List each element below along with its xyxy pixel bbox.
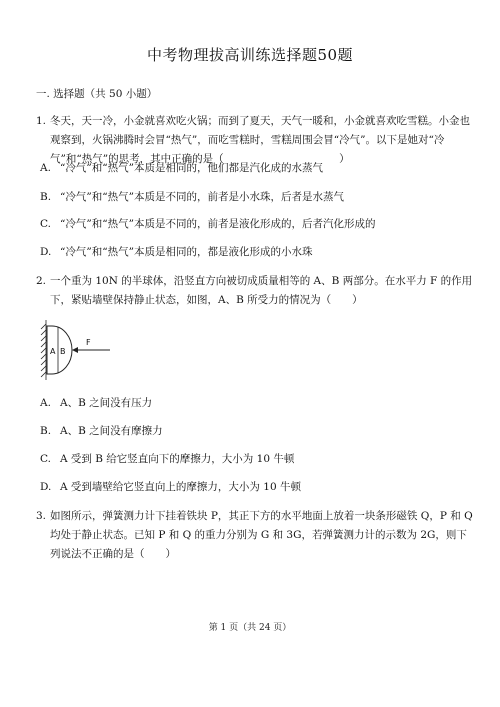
force-arrow-head: [72, 347, 78, 353]
question-2-option-b: [40, 424, 163, 438]
option-letter: D.: [40, 481, 52, 493]
option-text: A 受到 B 给它竖直向下的摩擦力，大小为 10 牛顿: [60, 453, 295, 465]
question-number: 3.: [36, 510, 47, 522]
question-1-option-c: [40, 217, 375, 231]
option-letter: D.: [40, 246, 52, 258]
option-text: A 受到墙壁给它竖直向上的摩擦力，大小为 10 牛顿: [60, 481, 301, 493]
label-f: F: [86, 338, 91, 347]
wall-hatching: [41, 320, 46, 380]
option-text: “冷气”和“热气”本质是不同的，前者是小水珠，后者是水蒸气: [60, 191, 344, 203]
page-footer: 第 1 页（共 24 页）: [208, 623, 292, 633]
question-1-option-d: [40, 245, 312, 259]
option-text: “冷气”和“热气”本质是相同的，他们都是汽化成的水蒸气: [60, 162, 323, 174]
question-2-option-d: [40, 480, 301, 494]
question-2-option-a: [40, 396, 152, 410]
option-letter: A.: [40, 162, 51, 174]
question-2-option-c: [40, 452, 294, 466]
option-text: “冷气”和“热气”本质是相同的，都是液化形成的小水珠: [60, 246, 313, 258]
question-text: 冬天，天一冷，小金就喜欢吃火锅；而到了夏天，天气一暖和，小金就喜欢吃雪糕。小金也观察到，火锅沸腾时会冒“热气”，而吃雪糕时，雪糕周围会冒“冷气”。以下是她对“冷气”和“热气”的思考，其中正确的是（ ）: [50, 115, 470, 165]
question-1-option-a: [40, 161, 323, 175]
question-number: 1.: [36, 115, 47, 127]
option-text: A、B 之间没有压力: [60, 397, 153, 409]
question-text: 如图所示，弹簧测力计下挂着铁块 P，其正下方的水平地面上放着一块条形磁铁 Q，P 和 Q 均处于静止状态。已知 P 和 Q 的重力分别为 G 和 3G，若弹簧测力计的示数为 2G，则下列说法不正确的是（ ）: [50, 510, 473, 560]
section-heading: 一. 选择题（共 50 小题）: [36, 88, 158, 100]
question-3: [36, 507, 476, 564]
option-letter: A.: [40, 397, 51, 409]
option-text: A、B 之间没有摩擦力: [60, 425, 163, 437]
option-letter: B.: [40, 191, 52, 203]
page-title: 中考物理拔高训练选择题50题: [146, 46, 354, 64]
question-1-option-b: [40, 190, 344, 204]
option-text: “冷气”和“热气”本质是不同的，前者是液化形成的，后者汽化形成的: [60, 218, 376, 230]
question-number: 2.: [36, 275, 47, 287]
question-2: [36, 272, 476, 310]
question-text: 一个重为 10N 的半球体，沿竖直方向被切成质量相等的 A、B 两部分。在水平力 F 的作用下，紧贴墙壁保持静止状态，如图，A、B 所受力的情况为（ ）: [50, 275, 473, 306]
label-b: B: [60, 347, 66, 356]
label-a: A: [50, 347, 56, 356]
hemisphere-wall-diagram: [40, 318, 120, 383]
option-letter: C.: [40, 453, 51, 465]
option-letter: B.: [40, 425, 52, 437]
option-letter: C.: [40, 218, 51, 230]
